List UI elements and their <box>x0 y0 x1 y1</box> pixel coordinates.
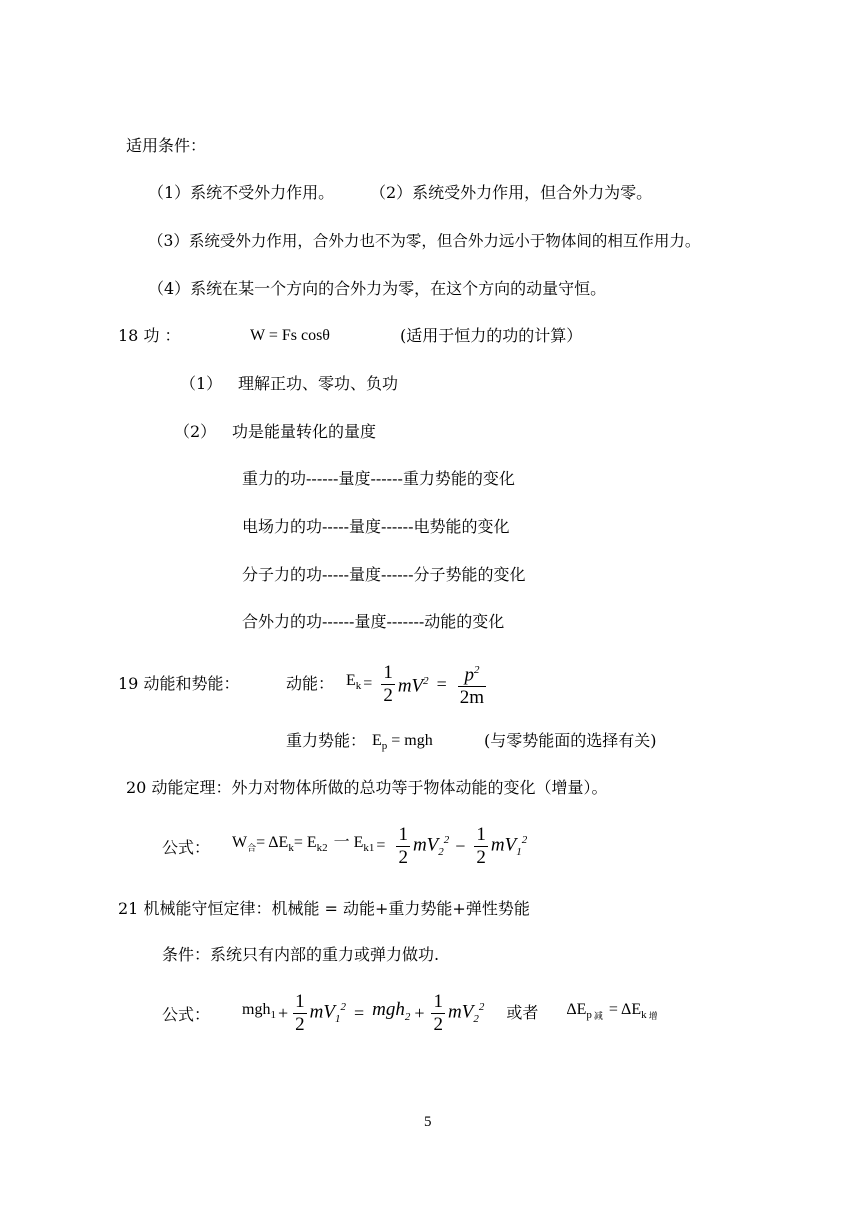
mgh2: mgh$_2$ <box>372 998 411 1023</box>
or-text: 或者 <box>506 1003 539 1022</box>
mv-term: $mV^2$ <box>397 675 429 697</box>
section-20-label: 20 动能定理：外力对物体所做的总功等于物体动能的变化（增量）。 <box>126 778 608 797</box>
section-21-label: 21 机械能守恒定律：机械能 = 动能+重力势能+弹性势能 <box>118 899 530 918</box>
fraction-half: $\frac{1}{2}$ <box>383 661 393 706</box>
theorem-formula <box>232 822 527 870</box>
delta-ek: = $\Delta E_k$ $_增$ <box>608 1001 658 1022</box>
condition-4: （4）系统在某一个方向的合外力为零，在这个方向的动量守恒。 <box>148 279 607 298</box>
fraction-half-2: $\frac{1}{2}$ <box>398 823 408 868</box>
ek1: 一 $E_{k1}$ <box>333 834 375 855</box>
section-18-label: 18 功 ： <box>118 326 181 345</box>
measure-molecular: 分子力的功-----量度------分子势能的变化 <box>242 565 526 584</box>
conservation-formula-label: 公式： <box>162 1005 211 1024</box>
fraction-p2-2m: $\frac{p^2}{2m}$ <box>459 663 485 709</box>
ek2: = $E_{k2}$ <box>293 834 328 855</box>
measure-net-force: 合外力的功------量度-------动能的变化 <box>242 612 505 631</box>
page-number: 5 <box>424 1114 432 1130</box>
equals-sign-2: = <box>436 674 447 694</box>
equals-sign: = <box>363 675 373 692</box>
plus-sign-2: + <box>414 1003 425 1023</box>
mv2-term-2: $mV_2^2$ <box>447 1000 485 1026</box>
delta-ek: = $\Delta E_k$ <box>256 834 294 855</box>
theorem-formula-label: 公式： <box>162 838 211 857</box>
potential-energy-note: (与零势能面的选择有关) <box>484 731 657 750</box>
kinetic-energy-formula <box>346 660 489 708</box>
condition-1: （1）系统不受外力作用。 <box>148 183 335 202</box>
condition-2: （2）系统受外力作用，但合外力为零。 <box>370 183 653 202</box>
measure-electric: 电场力的功-----量度------电势能的变化 <box>242 517 510 536</box>
delta-ep: $\Delta E_p$ $_减$ <box>566 1001 603 1022</box>
mv1-term: $mV_1^2$ <box>490 833 528 859</box>
mv1-term-2: $mV_1^2$ <box>309 1000 346 1026</box>
point-1-number: （1） <box>180 374 223 393</box>
fraction-half-5: $\frac{1}{2}$ <box>433 990 443 1035</box>
mv2-term: $mV_2^2$ <box>412 833 450 859</box>
conditions-title: 适用条件： <box>126 136 207 155</box>
condition-3: （3）系统受外力作用，合外力也不为零，但合外力远小于物体间的相互作用力。 <box>148 232 701 250</box>
work-formula: W = Fs cosθ <box>250 327 330 344</box>
measure-gravity: 重力的功------量度------重力势能的变化 <box>242 469 515 488</box>
point-2-text: 功是能量转化的量度 <box>232 422 377 441</box>
conservation-formula <box>242 989 658 1037</box>
equals-sign-4: = <box>353 1003 365 1023</box>
work-formula-note: (适用于恒力的功的计算） <box>400 326 583 345</box>
conservation-condition: 条件：系统只有内部的重力或弹力做功. <box>162 945 440 964</box>
point-2-number: （2） <box>174 422 217 441</box>
fraction-half-3: $\frac{1}{2}$ <box>476 823 486 868</box>
potential-energy-formula: $E_p$ = mgh <box>372 732 433 753</box>
fraction-half-4: $\frac{1}{2}$ <box>295 990 305 1035</box>
kinetic-energy-label: 动能： <box>286 674 335 693</box>
plus-sign: + <box>277 1003 289 1023</box>
minus-sign: − <box>455 836 466 856</box>
point-1-text: 理解正功、零功、负功 <box>238 374 399 393</box>
w-net: $W_合$ <box>232 834 257 854</box>
ek-symbol: $E_k$ <box>346 672 362 693</box>
equals-sign-3: = <box>376 837 386 854</box>
mgh1: mgh$_1$ <box>242 1001 276 1022</box>
potential-energy-label: 重力势能： <box>286 731 367 750</box>
section-19-label: 19 动能和势能： <box>118 674 240 693</box>
